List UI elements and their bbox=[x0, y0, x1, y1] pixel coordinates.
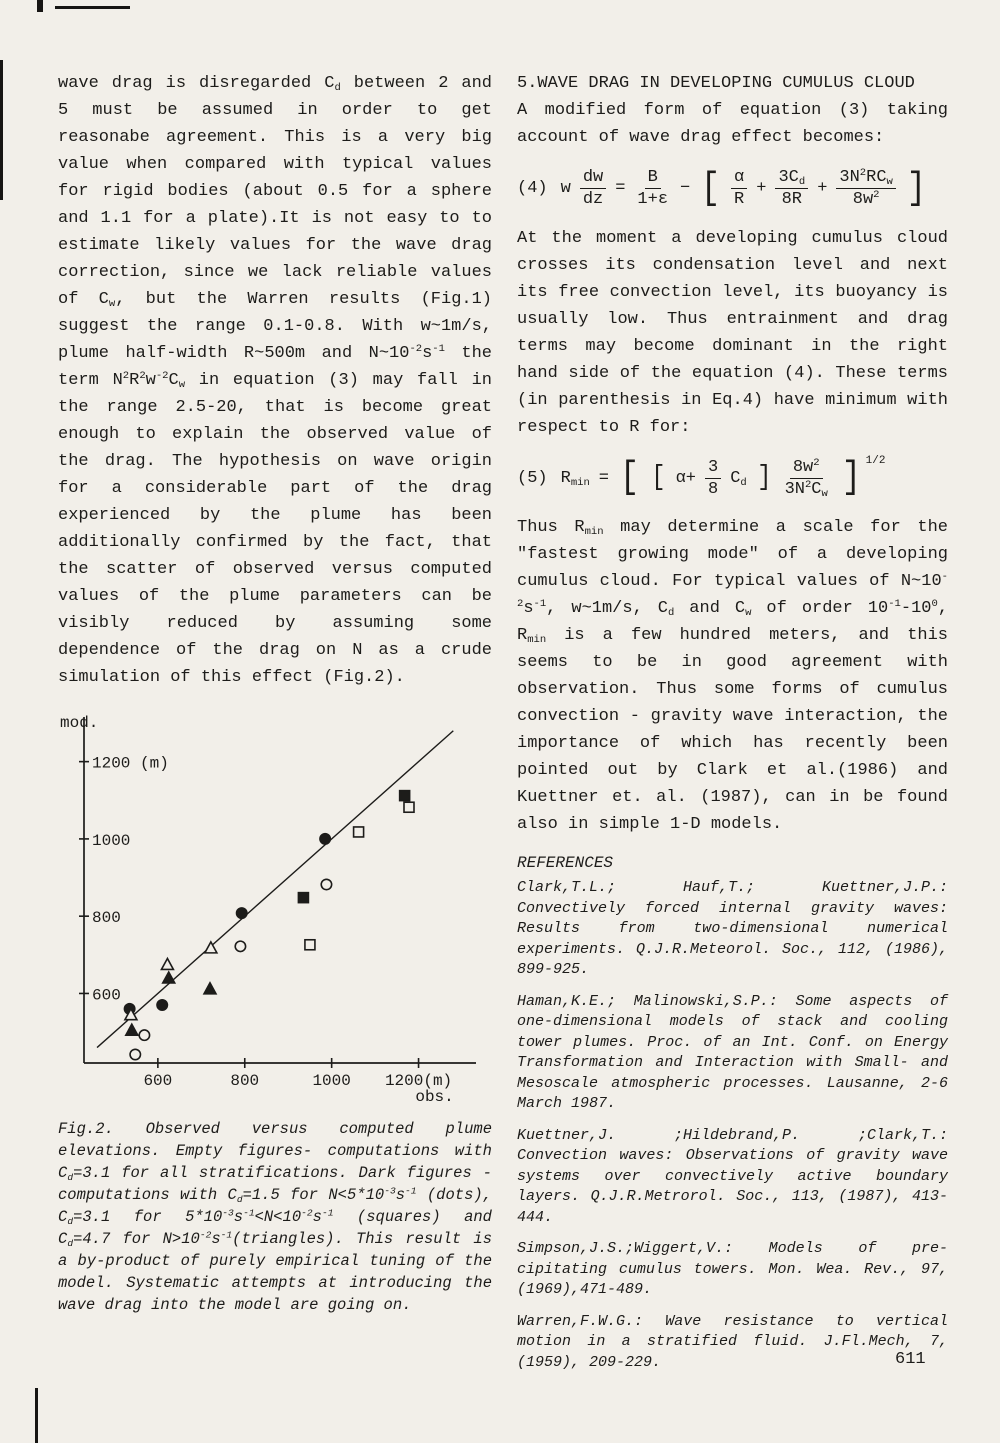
figure-2 bbox=[58, 713, 492, 1110]
reference-item: Simpson,J.S.;Wiggert,V.: Models of pre-cipitating cumulus towers. Mon. Wea. Rev., 97,(1969),471-489. bbox=[517, 1240, 948, 1298]
fraction-alpha-R: $\frac{\alpha}{R}$ bbox=[731, 167, 747, 211]
close-bracket-inner: ] bbox=[757, 462, 772, 494]
close-bracket: ] bbox=[906, 166, 926, 210]
x-axis-title: obs. bbox=[415, 1088, 454, 1105]
data-point-circle bbox=[139, 1030, 149, 1040]
eq4-lhs: w bbox=[560, 179, 571, 199]
data-point-square bbox=[400, 791, 410, 801]
reference-item: Kuettner,J. ;Hildebrand,P. ;Clark,T.: Convection waves: Observations of gravity wave systems over convectively active boundary layers. Q.J.R.Metrorol. Soc., 113, (1987), 413-444. bbox=[517, 1126, 948, 1226]
exponent-half: 1/2 bbox=[865, 454, 886, 467]
column-right bbox=[517, 70, 948, 1384]
scan-artifact bbox=[55, 6, 130, 9]
data-point-circle bbox=[321, 879, 331, 889]
reference-item: Haman,K.E.; Malinowski,S.P.: Some aspects of one-dimensional models of stack and cooling tower plumes. Proc. of an Int. Conf. on Energy Transformation and Interaction with Small- and Mesoscale atmospheric processes. Lausanne, 2-6 March 1987. bbox=[517, 992, 948, 1112]
open-bracket-inner: [ bbox=[651, 462, 666, 494]
fraction-wave-drag: $\frac{3N^2RC_w}{8w^2}$ bbox=[836, 167, 895, 211]
scan-artifact bbox=[37, 0, 43, 12]
data-point-square bbox=[404, 802, 414, 812]
plus-sign: + bbox=[756, 179, 767, 199]
cd-term: $C_d$ bbox=[730, 468, 747, 489]
data-point-circle bbox=[237, 908, 247, 918]
data-point-circle bbox=[320, 834, 330, 844]
x-tick-label: 1200(m) bbox=[384, 1072, 453, 1090]
data-point-circle bbox=[157, 1000, 167, 1010]
close-bracket-outer: ] bbox=[841, 456, 861, 500]
open-bracket: [ bbox=[700, 166, 721, 210]
data-point-triangle bbox=[163, 972, 175, 983]
x-tick-label: 1000 bbox=[312, 1072, 351, 1090]
plus-sign: + bbox=[817, 179, 828, 199]
open-bracket-outer: [ bbox=[619, 456, 640, 500]
alpha-plus: α+ bbox=[675, 468, 697, 488]
fraction-dw-dz: $\frac{dw}{dz}$ bbox=[580, 167, 606, 211]
fraction-drag: $\frac{3C_d}{8R}$ bbox=[775, 167, 808, 211]
fraction-3-8: $\frac{3}{8}$ bbox=[705, 457, 721, 501]
y-tick-label: 800 bbox=[92, 909, 121, 928]
data-point-circle bbox=[235, 941, 245, 951]
eq5-lhs-rmin: $R_{min}$ bbox=[560, 468, 590, 489]
y-tick-label: 1200 (m) bbox=[92, 754, 169, 773]
data-point-circle bbox=[130, 1049, 140, 1059]
paragraph-wave-drag: wave drag is disregarded $C_d$ between 2 and 5 must be assumed in order to get reasonabe agreement. This is a very big value when compared with typical values for rigid bodies (about 0.5 for a sphere and 1.1 for a plate).It is not easy to to estimate likely values for the wave drag correction, since we lack reliable values of $C_w$, but the Warren results (Fig.1) suggest the range 0.1-0.8. With w~1m/s, plume half-width R~500m and $N\sim 10^{-2}s^{-1}$ the term $N^2R^2w^{-2}C_w$ in equation (3) may fall in the range 2.5-20, that is become great enough to explain the observed value of the drag. The hypothesis on wave origin for a considerable part of the drag experienced by the plume has been additionally confirmed by the fact, that the scatter of observed versus computed values of the plume parameters can be visibly reduced by assuming some dependence of the drag on N as a crude simulation of this effect (Fig.2). bbox=[58, 74, 493, 687]
fraction-buoyancy: $\frac{B}{1+\varepsilon}$ bbox=[637, 168, 669, 210]
y-tick-label: 600 bbox=[92, 986, 121, 1005]
data-point-triangle bbox=[126, 1024, 138, 1035]
figure-2-scatter-plot bbox=[58, 713, 488, 1105]
reference-line bbox=[97, 731, 453, 1048]
equals-sign: = bbox=[598, 468, 609, 488]
data-point-triangle bbox=[161, 958, 173, 969]
paragraph-moment: At the moment a developing cumulus cloud crosses its condensation level and next its free convection level, its buoyancy is usually low. Thus entrainment and drag terms may become dominant in the right hand side of the equation (4). These terms (in parenthesis in Eq.4) have minimum with respect to R for: bbox=[517, 228, 948, 437]
section-heading: 5.WAVE DRAG IN DEVELOPING CUMULUS CLOUD bbox=[517, 74, 915, 93]
minus-sign: − bbox=[680, 179, 691, 199]
paragraph-intro: A modified form of equation (3) taking account of wave drag effect becomes: bbox=[517, 101, 948, 147]
y-tick-label: 1000 bbox=[92, 831, 131, 850]
page-number: 611 bbox=[895, 1350, 926, 1369]
equation-5 bbox=[517, 454, 948, 501]
equation-number: (4) bbox=[517, 179, 548, 199]
data-point-triangle bbox=[204, 983, 216, 994]
x-tick-label: 600 bbox=[143, 1072, 173, 1090]
data-point-square bbox=[305, 940, 315, 950]
column-left bbox=[58, 70, 492, 1316]
paragraph-rmin: Thus $R_{min}$ may determine a scale for the "fastest growing mode" of a developing cumulus cloud. For typical values of $N\sim 10^{-2}s^{-1}$, w~1m/s, $C_d$ and $C_w$ of order $10^{-1}-10^0$, $R_{min}$ is a few hundred meters, and this seems to be in good agreement with observation. Thus some forms of cumulus convection - gravity wave interaction, the importance of which has recently been pointed out by Clark et al.(1986) and Kuettner et. al. (1987), can in be found also in simple 1-D models. bbox=[517, 518, 949, 834]
scan-artifact bbox=[35, 1388, 38, 1443]
figure-2-caption: Fig.2. Observed versus computed plume elevations. Empty figures- computations with $C_d=3.1$ for all stratifications. Dark figures - computations with $C_d=1.5$ for $N<5*10^{-3}s^{-1}$ (dots), $C_d=3.1$ for $5*10^{-3}s^{-1}<N<10^{-2}s^{-1}$ (squares) and $C_d=4.7$ for $N>10^{-2}s^{-1}(triangles)$. This result is a by-product of purely empirical tuning of the model. Systematic attempts at introducing the wave drag into the model are going on. bbox=[58, 1120, 492, 1314]
references-heading: REFERENCES bbox=[517, 854, 614, 872]
equals-sign: = bbox=[615, 179, 626, 199]
reference-item: Clark,T.L.; Hauf,T.; Kuettner,J.P.: Convectively forced internal gravity waves: Results from two-dimensional numerical experiments. Q.J.R.Meteorol. Soc., 112, (1986), 899-925. bbox=[517, 879, 948, 978]
fraction-8w2-3N2Cw: $\frac{8w^2}{3N^2C_w}$ bbox=[784, 456, 828, 500]
data-point-square bbox=[354, 827, 364, 837]
scan-artifact bbox=[0, 60, 3, 200]
y-axis-title: mod. bbox=[60, 714, 99, 732]
equation-number: (5) bbox=[517, 468, 548, 488]
reference-item: Warren,F.W.G.: Wave resistance to vertical motion in a stratified fluid. J.Fl.Mech, 7, (1959), 209-229. bbox=[517, 1312, 948, 1371]
data-point-square bbox=[298, 893, 308, 903]
equation-4 bbox=[517, 167, 948, 211]
x-tick-label: 800 bbox=[230, 1072, 260, 1090]
